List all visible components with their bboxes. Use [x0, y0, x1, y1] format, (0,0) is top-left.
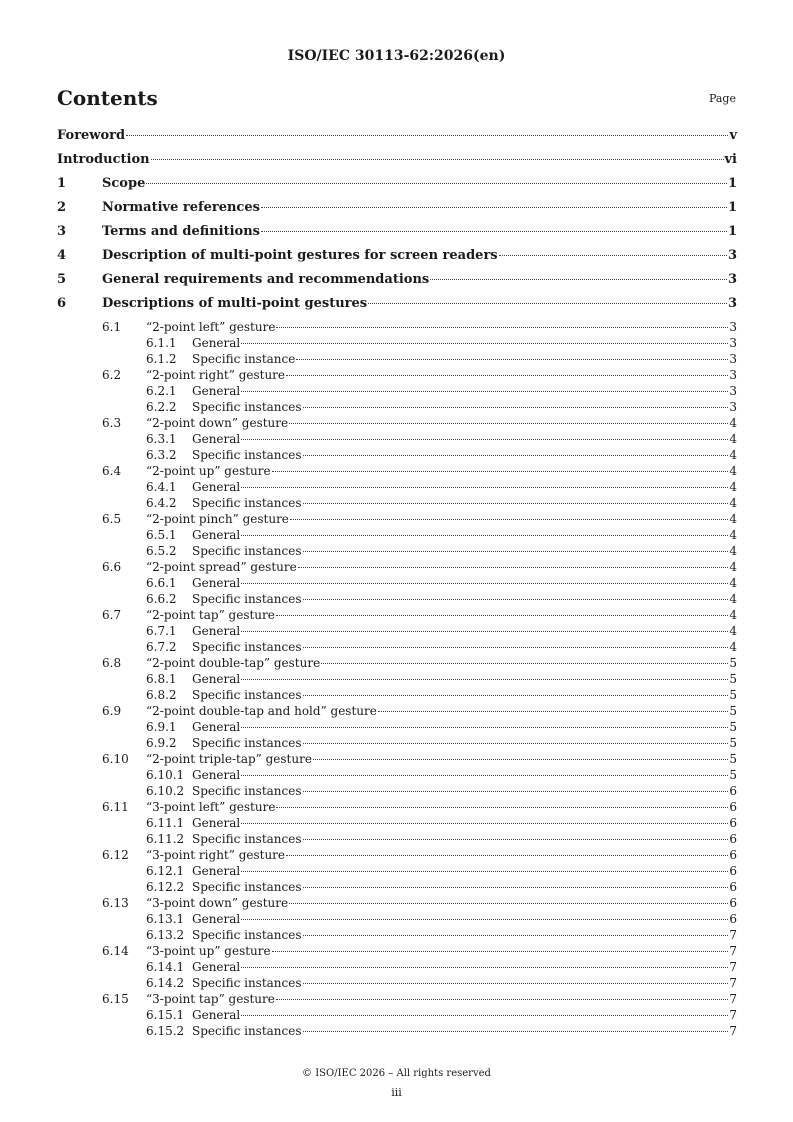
toc-entry-page: 6: [729, 880, 737, 894]
toc-entry-number: 6.9.2: [146, 736, 177, 750]
dot-leader: [241, 631, 728, 632]
toc-entry-title: “2-point triple-tap” gesture: [146, 752, 312, 766]
toc-entry-page: 4: [729, 528, 737, 542]
dot-leader: [241, 1015, 728, 1016]
dot-leader: [303, 551, 729, 552]
toc-entry[interactable]: [57, 576, 737, 592]
toc-entry-number: 6.4.2: [146, 496, 177, 510]
toc-entry[interactable]: [57, 384, 737, 400]
toc-entry[interactable]: [57, 608, 737, 624]
toc-entry-page: 4: [729, 592, 737, 606]
toc-entry-title: “3-point left” gesture: [146, 800, 276, 814]
toc-entry-number: 6.2.2: [146, 400, 177, 414]
toc-entry[interactable]: [57, 848, 737, 864]
dot-leader: [303, 455, 729, 456]
toc-entry[interactable]: [57, 336, 737, 352]
toc-entry[interactable]: [57, 672, 737, 688]
toc-entry-page: 7: [729, 960, 737, 974]
toc-entry[interactable]: [57, 512, 737, 528]
dot-leader: [272, 951, 729, 952]
toc-entry-number: 6.13.2: [146, 928, 185, 942]
dot-leader: [241, 919, 728, 920]
table-of-contents: [57, 128, 737, 1040]
page-number: iii: [391, 1086, 402, 1099]
toc-entry-number: 6.4: [102, 464, 122, 478]
toc-entry-number: 6.3: [102, 416, 122, 430]
toc-entry-title: “3-point right” gesture: [146, 848, 286, 862]
toc-entry[interactable]: [57, 1008, 737, 1024]
toc-entry-page: 6: [729, 832, 737, 846]
toc-entry-title: Specific instances: [192, 1024, 302, 1038]
dot-leader: [303, 695, 729, 696]
toc-entry-page: 1: [727, 200, 737, 215]
toc-entry-page: 4: [729, 512, 737, 526]
toc-entry-number: 6.8.1: [146, 672, 177, 686]
toc-entry-title: Description of multi-point gestures for screen readers: [102, 248, 498, 263]
toc-entry-title: Specific instance: [192, 352, 296, 366]
toc-entry-page: vi: [724, 152, 737, 167]
toc-entry-number: 6.8.2: [146, 688, 177, 702]
toc-entry-page: 5: [729, 720, 737, 734]
toc-entry[interactable]: [57, 688, 737, 704]
toc-entry-title: “2-point down” gesture: [146, 416, 289, 430]
dot-leader: [276, 807, 728, 808]
page-column-label: Page: [708, 92, 736, 105]
toc-entry[interactable]: [57, 296, 737, 320]
toc-entry-number: 6.14.2: [146, 976, 185, 990]
toc-entry-page: 6: [729, 848, 737, 862]
toc-entry-title: Specific instances: [192, 736, 302, 750]
toc-entry[interactable]: [57, 560, 737, 576]
toc-entry-page: v: [729, 128, 737, 143]
dot-leader: [303, 935, 729, 936]
toc-entry-number: 6.6.2: [146, 592, 177, 606]
toc-entry-title: “2-point pinch” gesture: [146, 512, 289, 526]
toc-entry-number: 6.2: [102, 368, 122, 382]
toc-entry-page: 1: [727, 224, 737, 239]
toc-entry-title: General: [192, 528, 241, 542]
toc-entry-number: 6.10: [102, 752, 129, 766]
copyright-footer: © ISO/IEC 2026 – All rights reserved: [302, 1068, 491, 1079]
toc-entry-page: 3: [727, 272, 737, 287]
toc-entry-title: Specific instances: [192, 784, 302, 798]
toc-entry[interactable]: [57, 976, 737, 992]
toc-entry-page: 3: [729, 352, 737, 366]
toc-entry[interactable]: [57, 768, 737, 784]
toc-entry[interactable]: [57, 528, 737, 544]
toc-entry[interactable]: [57, 152, 737, 176]
dot-leader: [303, 887, 729, 888]
dot-leader: [276, 999, 728, 1000]
toc-entry-title: “3-point up” gesture: [146, 944, 271, 958]
toc-entry-title: “2-point left” gesture: [146, 320, 276, 334]
toc-entry[interactable]: [57, 784, 737, 800]
toc-entry-title: Specific instances: [192, 448, 302, 462]
dot-leader: [499, 255, 727, 256]
toc-entry[interactable]: [57, 464, 737, 480]
toc-entry-number: 6.11: [102, 800, 129, 814]
toc-entry[interactable]: [57, 448, 737, 464]
toc-entry[interactable]: [57, 704, 737, 720]
toc-entry-page: 3: [729, 336, 737, 350]
toc-entry[interactable]: [57, 640, 737, 656]
toc-entry-title: Foreword: [57, 128, 126, 143]
toc-entry[interactable]: [57, 1024, 737, 1040]
toc-entry[interactable]: [57, 736, 737, 752]
toc-entry[interactable]: [57, 176, 737, 200]
toc-entry-page: 4: [729, 608, 737, 622]
dot-leader: [241, 871, 728, 872]
toc-entry-title: General: [192, 432, 241, 446]
dot-leader: [303, 839, 729, 840]
toc-entry-page: 7: [729, 944, 737, 958]
toc-entry-page: 6: [729, 800, 737, 814]
toc-entry[interactable]: [57, 720, 737, 736]
toc-entry-number: 6.2.1: [146, 384, 177, 398]
toc-entry-title: General: [192, 864, 241, 878]
toc-entry[interactable]: [57, 896, 737, 912]
toc-entry[interactable]: [57, 864, 737, 880]
toc-entry[interactable]: [57, 544, 737, 560]
toc-entry-page: 6: [729, 816, 737, 830]
toc-entry-title: General requirements and recommendations: [102, 272, 430, 287]
toc-entry[interactable]: [57, 992, 737, 1008]
toc-entry-page: 3: [727, 296, 737, 311]
toc-entry-title: General: [192, 1008, 241, 1022]
dot-leader: [241, 487, 728, 488]
toc-entry-number: 6.14: [102, 944, 129, 958]
dot-leader: [430, 279, 727, 280]
toc-entry-page: 6: [729, 784, 737, 798]
toc-entry-number: 6.7.2: [146, 640, 177, 654]
toc-entry-title: Scope: [102, 176, 146, 191]
toc-entry-page: 5: [729, 752, 737, 766]
toc-entry-page: 4: [729, 480, 737, 494]
toc-entry-number: 6: [57, 296, 67, 311]
toc-entry-title: Terms and definitions: [102, 224, 260, 239]
toc-entry-number: 6.10.1: [146, 768, 185, 782]
toc-entry-number: 6.6: [102, 560, 122, 574]
toc-entry-number: 6.1.1: [146, 336, 177, 350]
toc-entry-number: 6.1: [102, 320, 122, 334]
dot-leader: [289, 903, 728, 904]
toc-entry-number: 6.12: [102, 848, 129, 862]
toc-entry[interactable]: [57, 416, 737, 432]
toc-entry-page: 3: [729, 368, 737, 382]
toc-entry-number: 6.12.1: [146, 864, 185, 878]
dot-leader: [313, 759, 728, 760]
toc-entry[interactable]: [57, 944, 737, 960]
dot-leader: [241, 343, 728, 344]
toc-entry-title: “2-point spread” gesture: [146, 560, 297, 574]
toc-entry[interactable]: [57, 320, 737, 336]
toc-entry-title: “3-point down” gesture: [146, 896, 289, 910]
toc-entry-title: General: [192, 336, 241, 350]
document-id-header: ISO/IEC 30113-62:2026(en): [287, 48, 506, 64]
toc-entry-number: 6.5: [102, 512, 122, 526]
toc-entry-title: General: [192, 768, 241, 782]
toc-entry-page: 5: [729, 704, 737, 718]
toc-entry-title: Specific instances: [192, 976, 302, 990]
toc-entry-title: Specific instances: [192, 592, 302, 606]
dot-leader: [241, 391, 728, 392]
toc-entry-page: 7: [729, 992, 737, 1006]
toc-entry-page: 4: [729, 432, 737, 446]
toc-entry-page: 5: [729, 768, 737, 782]
toc-entry-number: 6.14.1: [146, 960, 185, 974]
dot-leader: [289, 423, 728, 424]
dot-leader: [261, 231, 727, 232]
dot-leader: [303, 503, 729, 504]
toc-entry-number: 6.8: [102, 656, 122, 670]
dot-leader: [241, 439, 728, 440]
toc-entry-page: 7: [729, 1024, 737, 1038]
dot-leader: [303, 407, 729, 408]
dot-leader: [241, 967, 728, 968]
dot-leader: [303, 983, 729, 984]
toc-entry-number: 6.9: [102, 704, 122, 718]
toc-entry-page: 3: [729, 320, 737, 334]
dot-leader: [296, 359, 728, 360]
toc-entry-number: 6.5.2: [146, 544, 177, 558]
toc-entry-number: 6.15.1: [146, 1008, 185, 1022]
toc-entry-number: 4: [57, 248, 67, 263]
toc-entry-page: 3: [729, 384, 737, 398]
toc-entry-page: 4: [729, 448, 737, 462]
toc-entry[interactable]: [57, 480, 737, 496]
toc-entry-number: 6.5.1: [146, 528, 177, 542]
dot-leader: [241, 727, 728, 728]
toc-entry-title: Specific instances: [192, 688, 302, 702]
dot-leader: [276, 615, 728, 616]
dot-leader: [303, 791, 729, 792]
toc-entry-title: Specific instances: [192, 496, 302, 510]
toc-entry-title: General: [192, 576, 241, 590]
toc-entry-number: 6.6.1: [146, 576, 177, 590]
toc-entry-page: 6: [729, 896, 737, 910]
toc-entry-title: General: [192, 912, 241, 926]
toc-entry-number: 3: [57, 224, 67, 239]
toc-entry-page: 4: [729, 496, 737, 510]
dot-leader: [368, 303, 727, 304]
toc-entry-number: 1: [57, 176, 67, 191]
dot-leader: [241, 583, 728, 584]
toc-entry-title: “2-point tap” gesture: [146, 608, 275, 622]
toc-entry-page: 6: [729, 912, 737, 926]
toc-entry-title: “3-point tap” gesture: [146, 992, 275, 1006]
dot-leader: [146, 183, 727, 184]
toc-entry[interactable]: [57, 880, 737, 896]
toc-entry-number: 6.10.2: [146, 784, 185, 798]
toc-entry-page: 5: [729, 656, 737, 670]
toc-entry-number: 6.3.2: [146, 448, 177, 462]
toc-entry[interactable]: [57, 432, 737, 448]
toc-entry-page: 4: [729, 576, 737, 590]
contents-title: Contents: [57, 86, 158, 110]
toc-entry-number: 6.13: [102, 896, 129, 910]
toc-entry-title: General: [192, 672, 241, 686]
toc-entry-page: 5: [729, 688, 737, 702]
dot-leader: [321, 663, 728, 664]
dot-leader: [151, 159, 724, 160]
toc-entry[interactable]: [57, 248, 737, 272]
toc-entry-title: “2-point double-tap and hold” gesture: [146, 704, 377, 718]
toc-entry-title: Specific instances: [192, 544, 302, 558]
toc-entry-number: 6.4.1: [146, 480, 177, 494]
toc-entry[interactable]: [57, 128, 737, 152]
toc-entry-page: 4: [729, 640, 737, 654]
toc-entry-title: “2-point up” gesture: [146, 464, 271, 478]
toc-entry[interactable]: [57, 368, 737, 384]
toc-entry[interactable]: [57, 352, 737, 368]
dot-leader: [286, 375, 728, 376]
toc-entry-page: 5: [729, 672, 737, 686]
toc-entry-page: 6: [729, 864, 737, 878]
dot-leader: [303, 743, 729, 744]
toc-entry-title: General: [192, 624, 241, 638]
toc-entry-title: Specific instances: [192, 400, 302, 414]
toc-entry[interactable]: [57, 960, 737, 976]
toc-entry-title: General: [192, 816, 241, 830]
toc-entry-number: 6.11.2: [146, 832, 185, 846]
toc-entry[interactable]: [57, 928, 737, 944]
toc-entry-number: 6.13.1: [146, 912, 185, 926]
toc-entry-page: 3: [727, 248, 737, 263]
toc-entry-number: 6.1.2: [146, 352, 177, 366]
toc-entry-page: 5: [729, 736, 737, 750]
toc-entry-title: Specific instances: [192, 880, 302, 894]
toc-entry[interactable]: [57, 800, 737, 816]
toc-entry-number: 6.7.1: [146, 624, 177, 638]
toc-entry[interactable]: [57, 656, 737, 672]
toc-entry-title: “2-point right” gesture: [146, 368, 286, 382]
toc-entry-title: Specific instances: [192, 928, 302, 942]
toc-entry[interactable]: [57, 752, 737, 768]
toc-entry-number: 6.11.1: [146, 816, 185, 830]
toc-entry-page: 7: [729, 1008, 737, 1022]
toc-entry-number: 6.12.2: [146, 880, 185, 894]
dot-leader: [241, 823, 728, 824]
dot-leader: [241, 679, 728, 680]
dot-leader: [126, 135, 728, 136]
toc-entry-title: Normative references: [102, 200, 260, 215]
dot-leader: [241, 535, 728, 536]
toc-entry-number: 6.9.1: [146, 720, 177, 734]
dot-leader: [272, 471, 729, 472]
toc-entry-number: 6.15: [102, 992, 129, 1006]
dot-leader: [303, 1031, 729, 1032]
toc-entry-title: General: [192, 480, 241, 494]
toc-entry-number: 5: [57, 272, 67, 287]
dot-leader: [303, 647, 729, 648]
toc-entry[interactable]: [57, 816, 737, 832]
toc-entry[interactable]: [57, 592, 737, 608]
toc-entry[interactable]: [57, 624, 737, 640]
dot-leader: [276, 327, 728, 328]
toc-entry-title: General: [192, 720, 241, 734]
dot-leader: [378, 711, 729, 712]
toc-entry[interactable]: [57, 496, 737, 512]
toc-entry[interactable]: [57, 400, 737, 416]
toc-entry-title: General: [192, 384, 241, 398]
toc-entry-page: 3: [729, 400, 737, 414]
toc-entry-page: 4: [729, 560, 737, 574]
dot-leader: [290, 519, 728, 520]
dot-leader: [261, 207, 727, 208]
toc-entry-title: Specific instances: [192, 832, 302, 846]
toc-entry[interactable]: [57, 272, 737, 296]
toc-entry[interactable]: [57, 224, 737, 248]
toc-entry-page: 7: [729, 928, 737, 942]
toc-entry-page: 4: [729, 416, 737, 430]
toc-entry-page: 4: [729, 544, 737, 558]
dot-leader: [286, 855, 728, 856]
dot-leader: [303, 599, 729, 600]
dot-leader: [241, 775, 728, 776]
toc-entry-page: 4: [729, 624, 737, 638]
toc-entry-number: 6.3.1: [146, 432, 177, 446]
toc-entry-number: 6.7: [102, 608, 122, 622]
toc-entry-page: 1: [727, 176, 737, 191]
toc-entry-page: 4: [729, 464, 737, 478]
toc-entry-number: 6.15.2: [146, 1024, 185, 1038]
toc-entry[interactable]: [57, 912, 737, 928]
dot-leader: [298, 567, 729, 568]
toc-entry-title: General: [192, 960, 241, 974]
toc-entry-title: Descriptions of multi-point gestures: [102, 296, 368, 311]
toc-entry-title: Specific instances: [192, 640, 302, 654]
toc-entry-title: “2-point double-tap” gesture: [146, 656, 321, 670]
toc-entry-title: Introduction: [57, 152, 150, 167]
toc-entry[interactable]: [57, 200, 737, 224]
toc-entry-number: 2: [57, 200, 67, 215]
toc-entry[interactable]: [57, 832, 737, 848]
toc-entry-page: 7: [729, 976, 737, 990]
